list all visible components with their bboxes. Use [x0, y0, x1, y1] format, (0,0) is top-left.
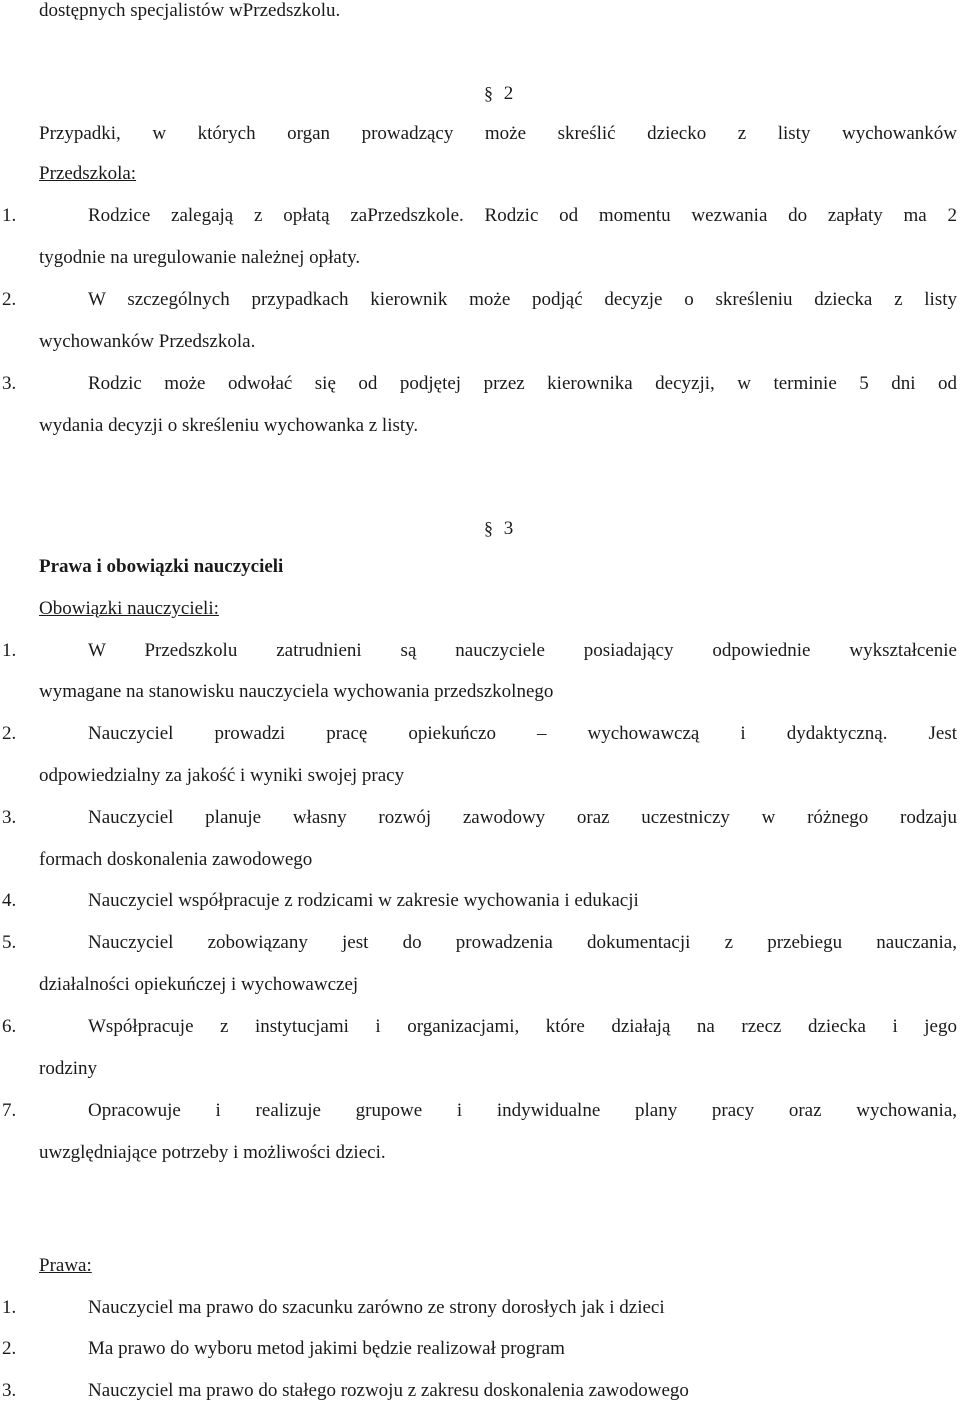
list-item-number: 2. [2, 723, 17, 744]
list-item-continuation: wychowanków Przedszkola. [39, 331, 256, 352]
list-item-text: Rodzic może odwołać się od podjętej przez kierownika decyzji, w terminie 5 dni od [88, 373, 957, 394]
list-item-continuation: uwzględniające potrzeby i możliwości dzieci. [39, 1142, 386, 1163]
section-heading: Prawa i obowiązki nauczycieli [39, 556, 284, 577]
list-item-continuation: formach doskonalenia zawodowego [39, 849, 313, 870]
list-item-number: 3. [2, 373, 17, 394]
list-item [0, 1099, 960, 1123]
list-item-continuation: wymagane na stanowisku nauczyciela wychowania przedszkolnego [39, 681, 554, 702]
list-item-text: Nauczyciel planuje własny rozwój zawodowy oraz uczestniczy w różnego rodzaju [88, 807, 957, 828]
continued-text-line: dostępnych specjalistów wPrzedszkolu. [39, 0, 341, 21]
list-item-continuation: działalności opiekuńczej i wychowawczej [39, 974, 359, 995]
list-item-text: Nauczyciel ma prawo do stałego rozwoju z zakresu doskonalenia zawodowego [88, 1380, 689, 1401]
list-item [0, 1296, 960, 1320]
section-2-intro-continuation: Przedszkola: [39, 163, 137, 184]
list-item-text: W Przedszkolu zatrudnieni są nauczyciele posiadający odpowiednie wykształcenie [88, 640, 957, 661]
list-item [0, 1379, 960, 1403]
list-item-continuation: wydania decyzji o skreśleniu wychowanka z listy. [39, 415, 419, 436]
list-item-number: 1. [2, 205, 17, 226]
duties-label: Obowiązki nauczycieli: [39, 598, 219, 619]
list-item-number: 7. [2, 1100, 17, 1121]
list-item [0, 722, 960, 746]
list-item [0, 288, 960, 312]
section-2-intro: Przypadki, w których organ prowadzący może skreślić dziecko z listy wychowanków [39, 123, 957, 144]
list-item-number: 1. [2, 640, 17, 661]
list-item-continuation: tygodnie na uregulowanie należnej opłaty. [39, 247, 361, 268]
list-item-number: 4. [2, 890, 17, 911]
list-item [0, 889, 960, 913]
list-item-number: 2. [2, 289, 17, 310]
section-2-marker [484, 81, 513, 106]
list-item [0, 639, 960, 663]
list-item-number: 3. [2, 807, 17, 828]
list-item-number: 2. [2, 1338, 17, 1359]
list-item-text: Nauczyciel zobowiązany jest do prowadzenia dokumentacji z przebiegu nauczania, [88, 932, 957, 953]
list-item-number: 1. [2, 1297, 17, 1318]
section-number: 3 [503, 518, 514, 539]
list-item-number: 5. [2, 932, 17, 953]
list-item-text: Nauczyciel współpracuje z rodzicami w zakresie wychowania i edukacji [88, 890, 639, 911]
rights-label: Prawa: [39, 1255, 92, 1276]
section-3-marker [484, 516, 513, 541]
list-item [0, 204, 960, 228]
list-item [0, 1015, 960, 1039]
list-item [0, 931, 960, 955]
section-symbol: § [484, 518, 493, 538]
list-item-number: 6. [2, 1016, 17, 1037]
list-item-continuation: odpowiedzialny za jakość i wyniki swojej pracy [39, 765, 405, 786]
list-item [0, 372, 960, 396]
list-item-text: W szczególnych przypadkach kierownik może podjąć decyzje o skreśleniu dziecka z listy [88, 289, 957, 310]
list-item-text: Rodzice zalegają z opłatą zaPrzedszkole. Rodzic od momentu wezwania do zapłaty ma 2 [88, 205, 957, 226]
list-item [0, 806, 960, 830]
list-item-number: 3. [2, 1380, 17, 1401]
section-symbol: § [484, 83, 493, 103]
list-item [0, 1337, 960, 1361]
list-item-text: Opracowuje i realizuje grupowe i indywidualne plany pracy oraz wychowania, [88, 1100, 957, 1121]
list-item-text: Nauczyciel prowadzi pracę opiekuńczo – wychowawczą i dydaktyczną. Jest [88, 723, 957, 744]
section-number: 2 [503, 83, 514, 104]
list-item-text: Współpracuje z instytucjami i organizacjami, które działają na rzecz dziecka i jego [88, 1016, 957, 1037]
list-item-text: Ma prawo do wyboru metod jakimi będzie realizował program [88, 1338, 565, 1359]
list-item-text: Nauczyciel ma prawo do szacunku zarówno ze strony dorosłych jak i dzieci [88, 1297, 665, 1318]
list-item-continuation: rodziny [39, 1058, 98, 1079]
